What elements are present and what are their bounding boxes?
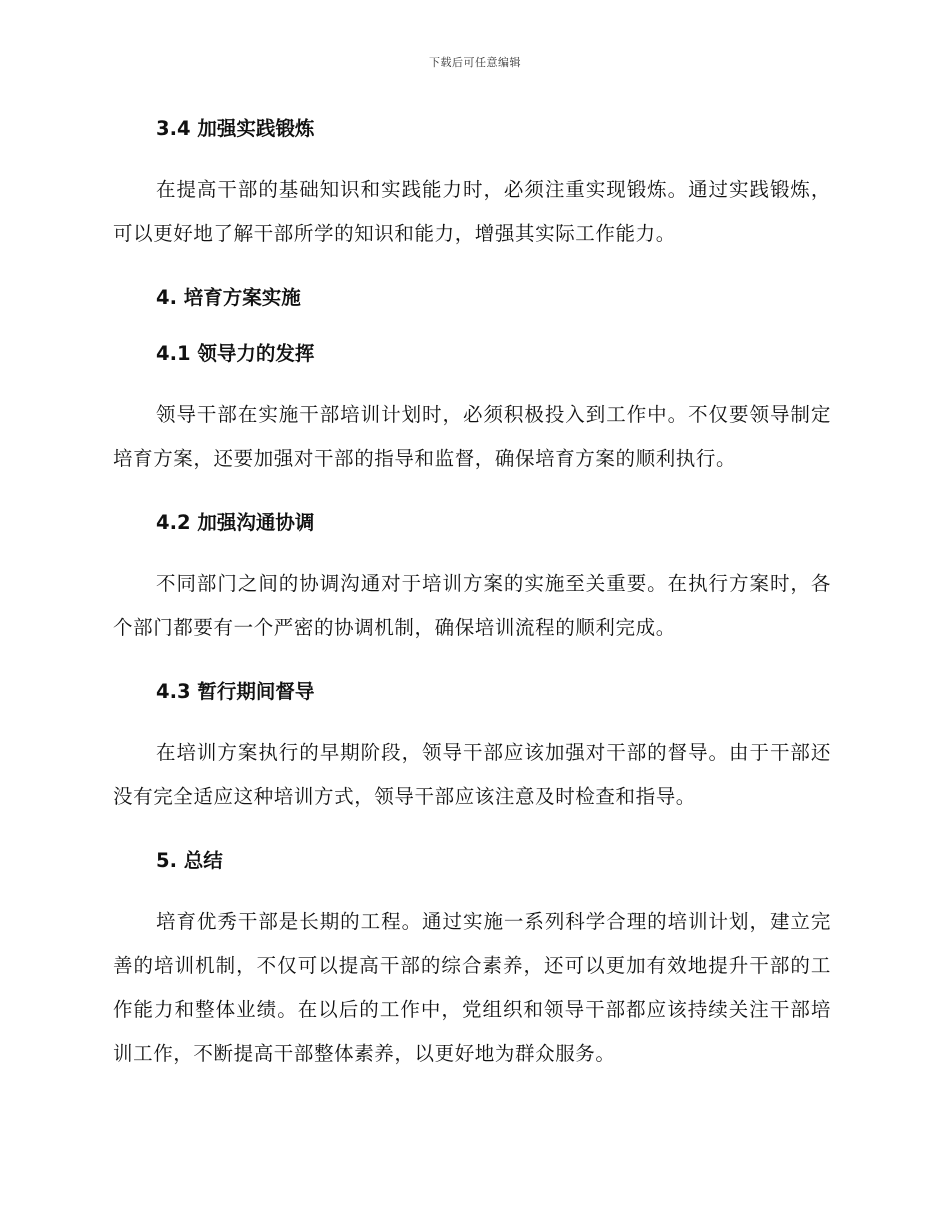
- section-heading-4: 4. 培育方案实施: [156, 286, 301, 309]
- section-heading-4-1: 4.1 领导力的发挥: [156, 342, 315, 365]
- section-heading-5: 5. 总结: [156, 849, 223, 872]
- section-heading-4-3: 4.3 暂行期间督导: [156, 680, 315, 703]
- section-paragraph-4-2: 不同部门之间的协调沟通对于培训方案的实施至关重要。在执行方案时，各个部门都要有一个严密的协调机制，确保培训流程的顺利完成。: [113, 572, 831, 639]
- section-paragraph-5: 培育优秀干部是长期的工程。通过实施一系列科学合理的培训计划，建立完善的培训机制，不仅可以提高干部的综合素养，还可以更加有效地提升干部的工作能力和整体业绩。在以后的工作中，党组织和领导干部都应该持续关注干部培训工作，不断提高干部整体素养，以更好地为群众服务。: [113, 910, 831, 1065]
- section-heading-3-4: 3.4 加强实践锻炼: [156, 117, 315, 140]
- section-paragraph-4-3: 在培训方案执行的早期阶段，领导干部应该加强对干部的督导。由于干部还没有完全适应这种培训方式，领导干部应该注意及时检查和指导。: [113, 741, 831, 808]
- section-paragraph-4-1: 领导干部在实施干部培训计划时，必须积极投入到工作中。不仅要领导制定培育方案，还要加强对干部的指导和监督，确保培育方案的顺利执行。: [113, 403, 831, 470]
- page-header: 下载后可任意编辑: [429, 56, 521, 69]
- section-heading-4-2: 4.2 加强沟通协调: [156, 511, 315, 534]
- section-paragraph-3-4: 在提高干部的基础知识和实践能力时，必须注重实现锻炼。通过实践锻炼，可以更好地了解干部所学的知识和能力，增强其实际工作能力。: [113, 178, 831, 245]
- document-body: [113, 112, 831, 1076]
